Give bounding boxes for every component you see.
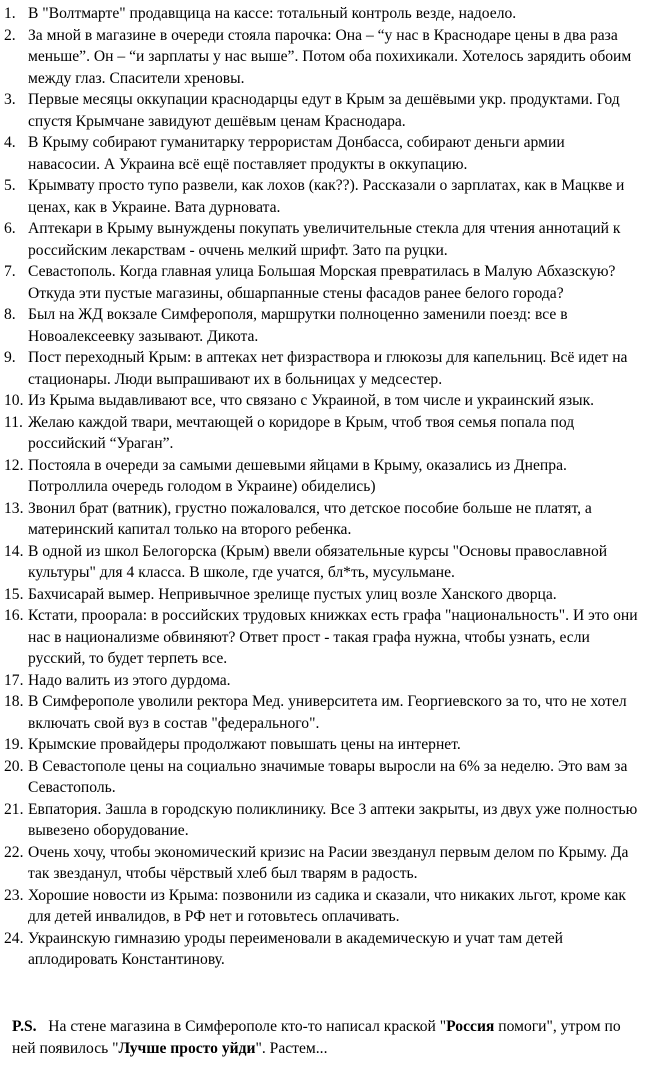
list-item xyxy=(0,455,648,498)
ps-text-part2: помоги", утром по ней появилось " xyxy=(12,1018,621,1057)
list-item xyxy=(0,584,648,606)
list-item-text: Постояла в очереди за самыми дешевыми яйцами в Крыму, оказались из Днепра. Потроллила очередь голодом в Украине) обиделись) xyxy=(28,456,567,495)
list-item xyxy=(0,928,648,971)
list-item-number: 9. xyxy=(4,349,16,366)
list-item-text: В одной из школ Белогорска (Крым) ввели обязательные курсы "Основы православной культуры" для 4 класса. В школе, где учатся, бл*ть, мусульмане. xyxy=(28,542,608,581)
list-item xyxy=(0,691,648,734)
list-item-number: 15. xyxy=(4,585,24,603)
list-item xyxy=(0,347,648,390)
list-item xyxy=(0,498,648,541)
list-item-text: Евпатория. Зашла в городскую поликлинику. Все 3 аптеки закрыты, из двух уже полностью вывезено оборудование. xyxy=(28,800,638,839)
list-item xyxy=(0,261,648,304)
list-item xyxy=(0,734,648,756)
ps-text-part1: На стене магазина в Симферополе кто-то написал краской " xyxy=(48,1018,447,1035)
list-item-number: 5. xyxy=(4,177,16,194)
list-item xyxy=(0,175,648,218)
list-item xyxy=(0,412,648,455)
list-item xyxy=(0,842,648,885)
list-item xyxy=(0,132,648,175)
list-item-text: Аптекари в Крыму вынуждены покупать увеличительные стекла для чтения аннотаций к российским лекарствам - оччень мелкий шрифт. Зато па руцки. xyxy=(28,220,621,259)
list-item-number: 19. xyxy=(4,736,24,753)
list-item-number: 10. xyxy=(4,392,24,409)
list-item xyxy=(0,799,648,842)
list-item-text: Крымские провайдеры продолжают повышать цены на интернет. xyxy=(28,736,461,753)
list-item xyxy=(0,541,648,584)
postscript xyxy=(12,1016,637,1060)
list-item xyxy=(0,304,648,347)
list-item-text: За мной в магазине в очереди стояла парочка: Она – “у нас в Краснодаре цены в два раза меньше”. Он – “и зарплаты у нас выше”. Потом оба похихикали. Хотелось зарядить обоим между глаз. Спасители хреновы. xyxy=(28,26,632,87)
list-item-number: 3. xyxy=(4,91,16,108)
list-item-text: В Симферополе уволили ректора Мед. университета им. Георгиевского за то, что не хотел включать свой вуз в состав "федерального". xyxy=(28,693,627,732)
list-item-text: В Крыму собирают гуманитарку террористам Донбасса, собирают деньги армии навасосии. А Украина всё ещё поставляет продукты в оккупацию. xyxy=(28,134,565,173)
list-item xyxy=(0,390,648,412)
list-item-text: Севастополь. Когда главная улица Большая Морская превратилась в Малую Абхазскую? Откуда эти пустые магазины, обшарпанные стены фасадов ранее белого города? xyxy=(28,263,616,302)
list-item-number: 2. xyxy=(4,26,16,44)
list-item-number: 23. xyxy=(4,886,24,904)
list-item-number: 22. xyxy=(4,843,24,861)
list-item-text: Из Крыма выдавливают все, что связано с Украиной, в том числе и украинский язык. xyxy=(28,392,595,409)
list-item-number: 4. xyxy=(4,134,16,151)
list-item-number: 20. xyxy=(4,757,24,775)
list-item xyxy=(0,756,648,799)
list-item-number: 21. xyxy=(4,800,24,818)
list-item-text: Был на ЖД вокзале Симферополя, маршрутки полноценно заменили поезд: все в Новоалексеевку зазывают. Дикота. xyxy=(28,306,568,345)
ps-label: P.S. xyxy=(12,1018,37,1035)
list-item-text: Очень хочу, чтобы экономический кризис на Расии звезданул первым делом по Крыму. Да так звезданул, чтобы чёрствый хлеб был тварям в радость. xyxy=(28,843,629,882)
list-item-text: Пост переходный Крым: в аптеках нет физраствора и глюкозы для капельниц. Всё идет на стационары. Люди выпрашивают их в больницах у медсестер. xyxy=(28,349,628,388)
list-item xyxy=(0,3,648,25)
ps-bold-russia: Россия xyxy=(446,1018,495,1035)
list-item-number: 16. xyxy=(4,607,24,624)
ps-bold-leave: Лучше просто уйди xyxy=(118,1040,256,1057)
list-item-text: Желаю каждой твари, мечтающей о коридоре в Крым, чтоб твоя семья попала под российский “Ураган”. xyxy=(28,413,575,452)
list-item-number: 12. xyxy=(4,456,24,474)
list-item xyxy=(0,885,648,928)
list-item-text: Звонил брат (ватник), грустно пожаловался, что детское пособие больше не платят, а материнский капитал только на второго ребенка. xyxy=(28,499,592,538)
ps-text-part3: ". Растем... xyxy=(255,1040,328,1057)
list-item-number: 1. xyxy=(4,5,16,22)
list-item-number: 8. xyxy=(4,306,16,323)
list-item-text: Крымвату просто тупо развели, как лохов (как??). Рассказали о зарплатах, как в Мацкве и ценах, как в Украине. Вата дурновата. xyxy=(28,177,625,216)
complaint-list xyxy=(0,3,648,971)
list-item-text: В "Волтмарте" продавщица на кассе: тотальный контроль везде, надоело. xyxy=(28,5,517,22)
list-item xyxy=(0,605,648,670)
list-item-text: Надо валить из этого дурдома. xyxy=(28,671,231,689)
list-item-text: Кстати, проорала: в российских трудовых книжках есть графа "национальность". И это они нас в национализме обвиняют? Ответ прост - такая графа нужна, чтобы узнать, если русский, то будет терпеть все. xyxy=(28,607,638,667)
list-item-text: Хорошие новости из Крыма: позвонили из садика и сказали, что никаких льгот, кроме как для детей инвалидов, в РФ нет и готовьтесь оплачивать. xyxy=(28,886,626,925)
list-item-text: В Севастополе цены на социально значимые товары выросли на 6% за неделю. Это вам за Севастополь. xyxy=(28,757,628,796)
list-item-number: 24. xyxy=(4,929,24,947)
list-item-number: 11. xyxy=(4,413,23,431)
list-item-number: 7. xyxy=(4,263,16,280)
list-item-text: Бахчисарай вымер. Непривычное зрелище пустых улиц возле Ханского дворца. xyxy=(28,585,557,603)
list-item-number: 13. xyxy=(4,499,24,517)
list-item-number: 17. xyxy=(4,671,24,689)
list-item-number: 6. xyxy=(4,220,16,237)
list-item xyxy=(0,25,648,90)
list-item xyxy=(0,89,648,132)
list-item-text: Первые месяцы оккупации краснодарцы едут в Крым за дешёвыми укр. продуктами. Год спустя Крымчане завидуют дешёвым ценам Краснодара. xyxy=(28,91,620,130)
list-item-text: Украинскую гимназию уроды переименовали в академическую и учат там детей аплодировать Константинову. xyxy=(28,929,563,968)
list-item xyxy=(0,670,648,692)
list-item-number: 14. xyxy=(4,542,24,560)
list-item xyxy=(0,218,648,261)
list-item-number: 18. xyxy=(4,693,24,710)
